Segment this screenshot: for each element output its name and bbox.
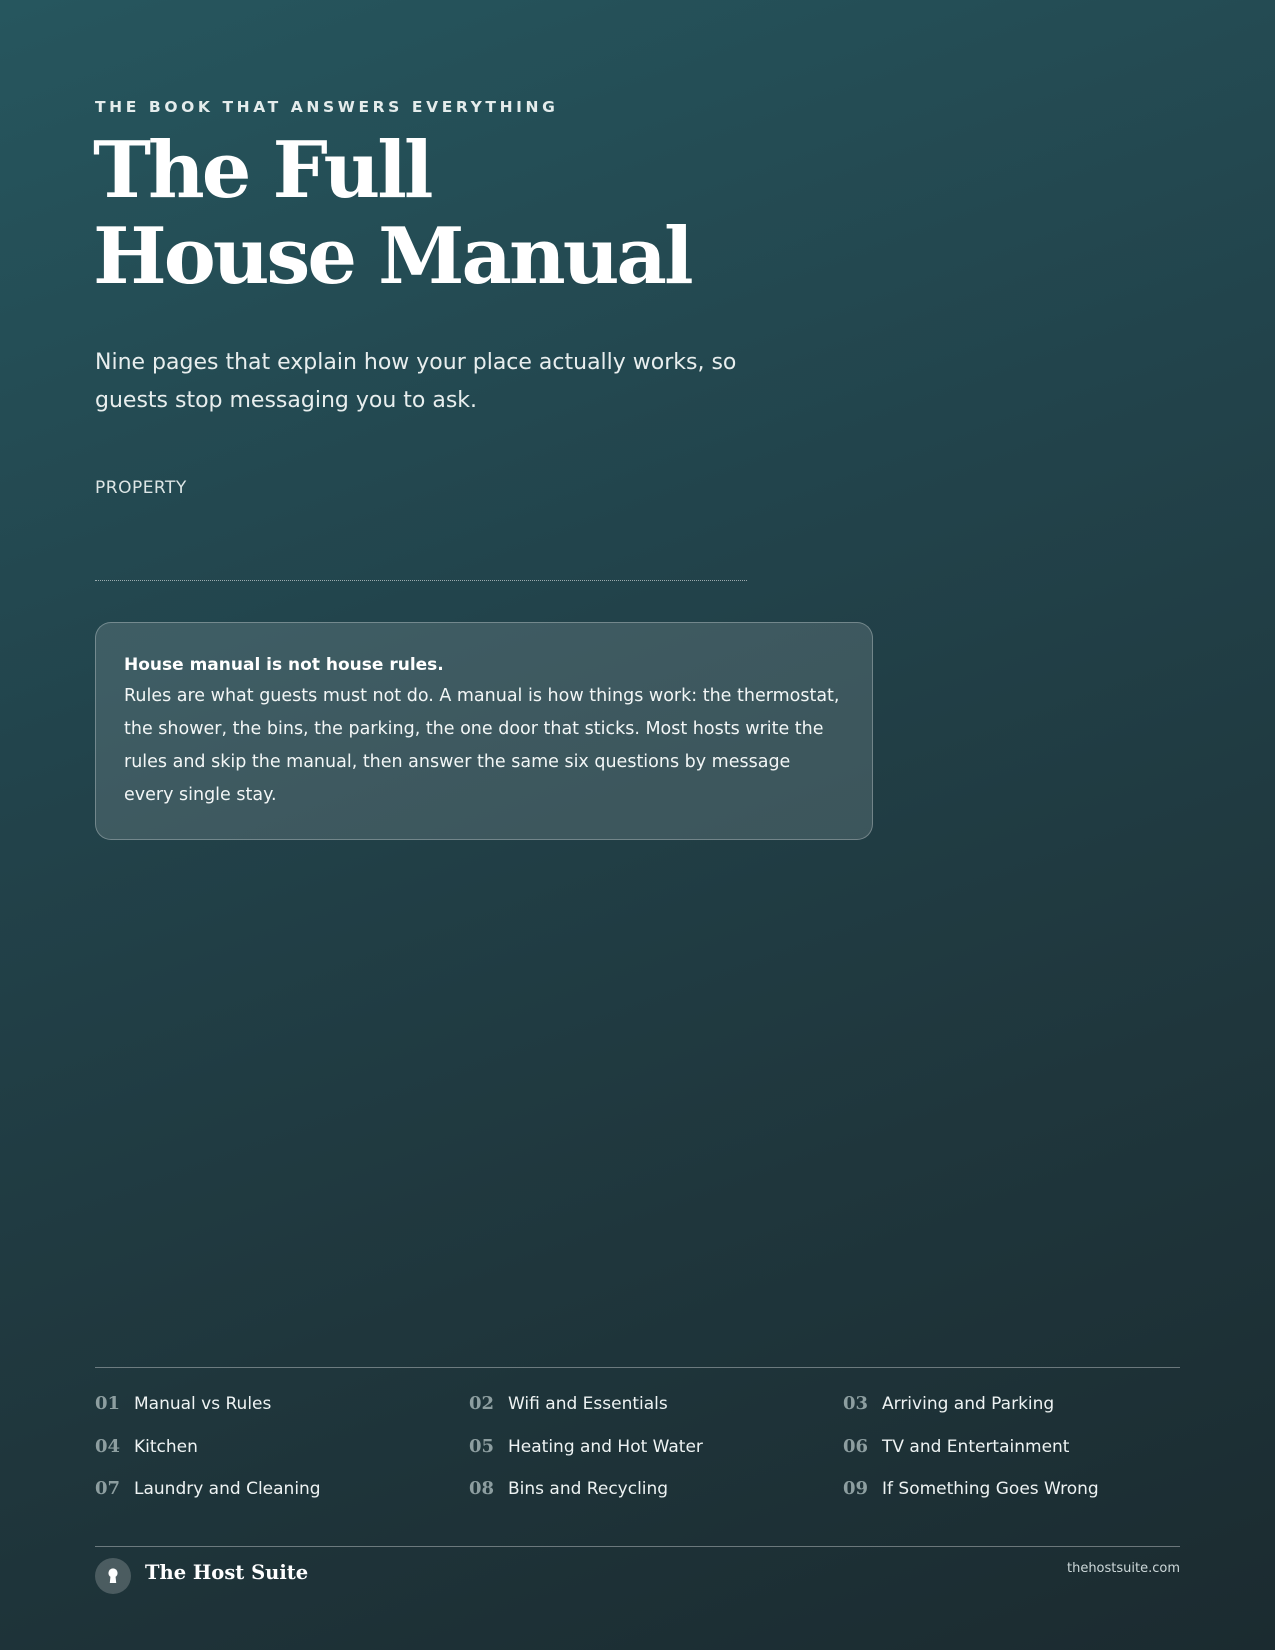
title-line-1: The Full <box>93 125 431 216</box>
toc-label: Laundry and Cleaning <box>134 1479 321 1499</box>
toc-label: If Something Goes Wrong <box>882 1479 1099 1499</box>
toc-label: Heating and Hot Water <box>508 1436 703 1457</box>
toc-label: Bins and Recycling <box>508 1479 669 1499</box>
toc-label: Manual vs Rules <box>134 1394 272 1414</box>
toc-item <box>469 1436 843 1479</box>
toc-number: 05 <box>469 1435 495 1457</box>
toc-label: Kitchen <box>134 1436 198 1457</box>
table-of-contents <box>95 1393 1180 1521</box>
callout-title: House manual is not house rules. <box>124 655 444 675</box>
toc-item <box>469 1393 843 1436</box>
callout-body: Rules are what guests must not do. A manual is how things work: the thermostat, the shower, the bins, the parking, the one door that sticks. Most hosts write the rules and skip the manual, then answer the same six questions by message every single stay. <box>124 686 840 805</box>
toc-label: TV and Entertainment <box>882 1436 1070 1457</box>
toc-divider <box>95 1367 1180 1368</box>
toc-item <box>95 1478 469 1521</box>
property-label: PROPERTY <box>95 478 187 498</box>
eyebrow-text: THE BOOK THAT ANSWERS EVERYTHING <box>95 98 559 116</box>
toc-item <box>843 1436 1180 1479</box>
toc-number: 02 <box>469 1393 495 1414</box>
toc-label: Wifi and Essentials <box>508 1394 668 1414</box>
toc-number: 06 <box>843 1435 869 1457</box>
toc-item <box>843 1478 1180 1521</box>
toc-item <box>843 1393 1180 1436</box>
site-url: thehostsuite.com <box>1066 1561 1180 1576</box>
toc-number: 07 <box>95 1478 121 1499</box>
brand-name: The Host Suite <box>145 1561 309 1584</box>
toc-number: 04 <box>95 1435 121 1457</box>
property-fill-line <box>95 580 747 581</box>
toc-item <box>95 1436 469 1479</box>
toc-label: Arriving and Parking <box>882 1394 1055 1414</box>
keyhole-icon <box>95 1558 131 1594</box>
title-line-2: House Manual <box>93 211 691 302</box>
toc-number: 08 <box>469 1478 495 1499</box>
page-title <box>93 125 691 302</box>
toc-number: 09 <box>843 1478 869 1499</box>
toc-number: 03 <box>843 1393 869 1414</box>
footer-divider <box>95 1546 1180 1547</box>
toc-number: 01 <box>95 1393 121 1414</box>
toc-item <box>469 1478 843 1521</box>
callout-box <box>95 622 873 840</box>
toc-item <box>95 1393 469 1436</box>
subtitle: Nine pages that explain how your place actually works, so guests stop messaging you to ask. <box>95 350 737 413</box>
